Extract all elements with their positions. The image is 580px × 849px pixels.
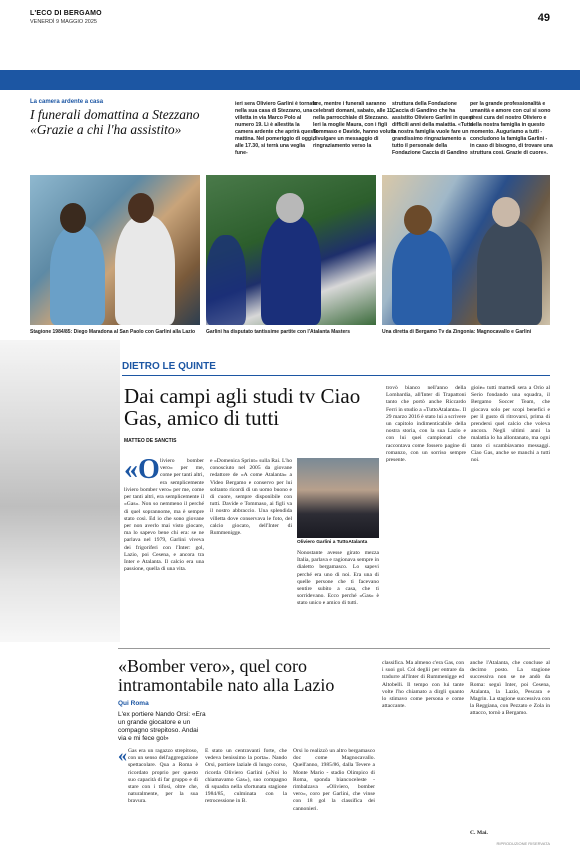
issue-date: VENERDÌ 9 MAGGIO 2025 — [30, 19, 97, 25]
main-column-3: Nonostante avesse girato mezza Italia, parlava e ragionava sempre in dialetto bergamasco. Lo sapevi perché era uno di noi. Era una di quelle persone che ti facevano sentire subito a casa, che ti sorridevano. Ecco perché «Gas» è stato unico e amico di tutti. — [297, 550, 379, 607]
page-number: 49 — [537, 12, 550, 24]
bottom-column-4: classifica. Ma almeno c'era Gas, con i suoi gol. Col deglii per entrare da tradurre all'Inter di Rummenigge ed Altobelli. Il tempo con lui tante volte l'ho chiamato a dirgli quanto lo stimavo come persona e come attaccante. — [382, 660, 464, 710]
main-column-2: e «Domenica Sprint» sulla Rai. L'ho conosciuto nel 2005 da giovane redattore de «A come Atalanta» a Video Bergamo e conservo per lui soltanto ricordi di un uomo buono e di cuore, sempre disponibile con tutti. Davide e Tommaso, ai figli va il nostro abbraccio. Una splendida villetta dove conservava le foto, del calcio giocato, dell'Inter di Rummenigge. — [210, 458, 292, 537]
main-column-5: gioie» tutti martedì sera a Orio al Serio fondando una squadra, il Bergamo Soccer Team, che giocava solo per scopi benefici e per il gusto di ritrovarsi, prima di prendersi quel calcio che voleva ancora. Negli ultimi anni la malattia lo ha allontanato, ma ogni tanto ci scambiavamo messaggi. Ciao Gas, anche se manchi a tutti noi. — [471, 385, 550, 464]
bottom-headline: «Bomber vero», quel coro intramontabile nato alla Lazio — [118, 656, 335, 695]
main-column-4: trovò bianco nell'anno della Lombardia, all'Inter di Trapattoni tanto che portò anche Riccardo Ferri in studio a «TuttoAtalanta». Il 29 marzo 2016 è stato lui a scrivere un capitolo indimenticabile della nostra storia, con la sua Lazio e con lui quei campionati che raccontava come fossero pagine di romanzo, con un sorriso sempre presente. — [386, 385, 466, 464]
main-column-1: liviero bomber vero» per me, come per tanti altri, era semplicemente il «Gas». Non so nemmeno il perché di quel soprannome, ma è sempre stato così. Ed io che sono giovane per non averlo mai visto giocare, ma lo sapevo bene chi era: se ne parlava nel 1979, Garlini viveva dei frigoriferi con l'Inter: gol, Lazio, poi Cesena, e ancora tra Inter e Atalanta. Il calcio era una passione, quella di una vita. — [124, 487, 204, 573]
photo-bergamo-tv — [382, 175, 550, 325]
photo-maradona-garlini — [30, 175, 200, 325]
byline: MATTEO DE SANCTIS — [124, 438, 177, 444]
drop-cap: «O — [124, 454, 160, 485]
top-kicker: La camera ardente a casa — [30, 99, 104, 105]
photo-caption-1: Stagione 1984/85: Diego Maradona al San Paolo con Garlini alla Lazio — [30, 329, 196, 335]
header-bar — [0, 70, 580, 90]
masthead — [30, 10, 550, 30]
copyright-notice: RIPRODUZIONE RISERVATA — [496, 841, 550, 846]
article-divider — [118, 648, 550, 649]
top-column-2: bre, mentre i funerali saranno celebrati domani, sabato, alle 11, nella parrocchiale di Stezzano. Ieri la moglie Maura, con i figli Tommaso e Davide, hanno voluto divulgare un messaggio di ringraziamento verso la — [313, 101, 396, 149]
newspaper-title: L'ECO DI BERGAMO — [30, 10, 102, 17]
photo-caption-2: Garlini ha disputato tantissime partite con l'Atalanta Masters — [206, 329, 350, 335]
main-column-1-top: liviero bomber vero» per me, come per tanti altri, era semplicemente — [160, 458, 204, 486]
section-divider — [122, 375, 550, 376]
top-column-1: ieri sera Oliviero Garlini è tornato nella sua casa di Stezzano, una villetta in via Marco Polo al numero 19. Lì è allestita la camera ardente che aprirà questa mattina. Nel pomeriggio di oggi, alle 17.30, si terrà una veglia fune- — [235, 101, 318, 156]
main-headline: Dai campi agli studi tv Ciao Gas, amico di tutti — [124, 384, 361, 430]
top-column-4: per la grande professionalità e umanità e amore con cui si sono presi cura del nostro Oliviero e della nostra famiglia in questo momento. Auguriamo a tutti - concludono la famiglia Garlini - in caso di bisogno, di trovare una struttura così. Grazie di cuore». — [470, 101, 553, 156]
bottom-subhead: L'ex portiere Nando Orsi: «Era un grande giocatore e un compagno strepitoso. Andai via e mi fece gol» — [118, 711, 206, 742]
bottom-kicker: Qui Roma — [118, 700, 149, 707]
faded-background-photo — [0, 340, 120, 642]
portrait-caption: Oliviero Garlini a TuttoAtalanta — [297, 540, 368, 545]
top-column-3: struttura della Fondazione Caccia di Gandino che ha assistito Oliviero Garlini in questi difficili anni della malattia. «Tutta la nostra famiglia vuole fare un grandissimo ringraziamento a tutto il personale della Fondazione Caccia di Gandino — [392, 101, 475, 156]
photo-atalanta-masters — [206, 175, 376, 325]
bottom-column-1: Gas era un ragazzo strepitoso, con un senso dell'aggregazione spettacolare. Qua a Roma è ricordato proprio per questo suo capacità di far gruppo e di stare con i tifosi, oltre che, naturalmente, per la sua bravura. — [128, 748, 198, 805]
photo-caption-3: Una diretta di Bergamo Tv da Zingonia: Magnocavallo e Garlini — [382, 329, 532, 335]
bottom-quote-mark: « — [118, 745, 127, 765]
section-label: DIETRO LE QUINTE — [122, 361, 216, 372]
bottom-column-5: anche l'Atalanta, che concluse al decimo posto. La stagione successiva non se ne andò da Roma: seguì Inter, poi Cesena, Atalanta, la Lazio, Pescara e Magrin. La stagione successiva con la Reggiana, con Pezzato e Zola in attacco, tornò a Bergamo. — [470, 660, 550, 717]
signature: C. Mai. — [470, 830, 488, 836]
bottom-column-2: È stato un centravanti forte, che vedeva benissimo la porta». Nando Orsi, portiere laziale di lungo corso, ricorda Oliviero Garlini («Noi lo chiamavamo Gas»), suo compagno di squadra nella sfortunata stagione 1984/85, culminata con la retrocessione in B. — [205, 748, 287, 805]
top-headline: I funerali domattina a Stezzano «Grazie a chi l'ha assistito» — [30, 107, 200, 137]
bottom-column-3: Orsi lo realizzò un altro bergamasco doc come Magnocavallo. Quell'anno, 1985/86, dalla Tevere a Monte Mario - stadio Olimpico di Roma, sponda biancoceleste - rimbalzava «Oliviero, bomber vero», coro per Garlini, che vinse con 18 gol la classifica dei cannonieri. — [293, 748, 375, 812]
portrait-photo — [297, 458, 379, 538]
